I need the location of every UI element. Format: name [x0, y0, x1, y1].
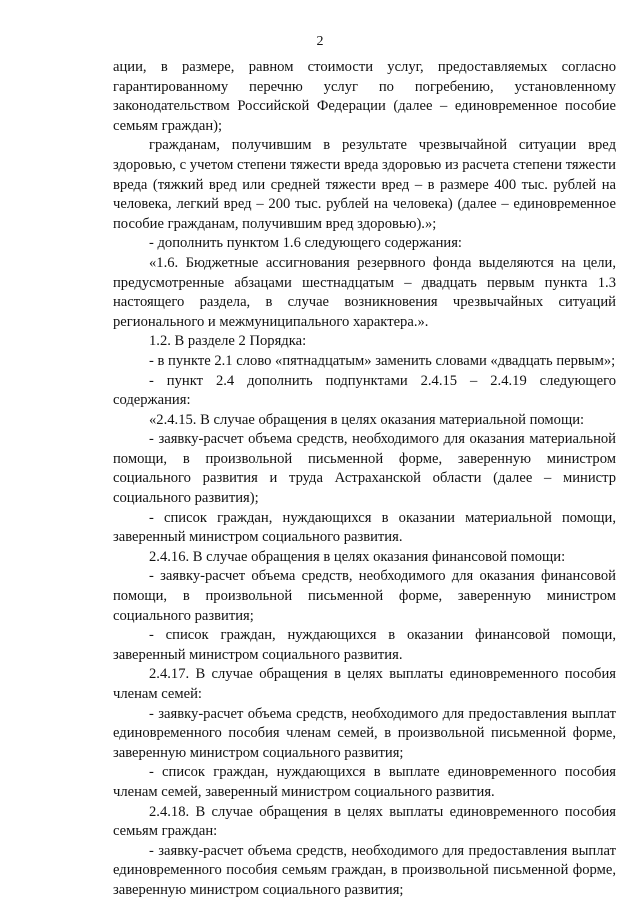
- paragraph: - дополнить пунктом 1.6 следующего содержания:: [149, 235, 462, 252]
- paragraph: - в пункте 2.1 слово «пятнадцатым» заменить словами «двадцать первым»;: [149, 352, 616, 369]
- paragraph: 2.4.16. В случае обращения в целях оказания финансовой помощи:: [149, 548, 566, 565]
- paragraph: «2.4.15. В случае обращения в целях оказания материальной помощи:: [149, 411, 585, 428]
- paragraph: гражданам, получившим в результате чрезвычайной ситуации вред здоровью, с учетом степени тяжести вреда здоровью из расчета степени тяжести вреда (тяжкий вред или средней тяжести вред – в размере 400 тыс. рублей на человека, легкий вред – 200 тыс. рублей на человека) (далее – единовременное пособие гражданам, получившим вред здоровью).»;: [113, 137, 616, 232]
- paragraph: 1.2. В разделе 2 Порядка:: [149, 333, 307, 350]
- paragraph: «1.6. Бюджетные ассигнования резервного фонда выделяются на цели, предусмотренные абзацами шестнадцатым – двадцать первым пункта 1.3 настоящего раздела, в случае возникновения чрезвычайных ситуаций регионального и межмуниципального характера.».: [113, 254, 616, 330]
- paragraph: - список граждан, нуждающихся в оказании материальной помощи, заверенный министром социального развития.: [113, 509, 616, 546]
- paragraph: - список граждан, нуждающихся в выплате единовременного пособия членам семей, заверенный министром социального развития.: [113, 764, 616, 800]
- paragraph: - заявку-расчет объема средств, необходимого для предоставления выплат единовременного пособия семьям граждан, в произвольной письменной форме, заверенную министром социального развития;: [113, 842, 616, 898]
- paragraph: 2.4.18. В случае обращения в целях выплаты единовременного пособия семьям граждан:: [113, 803, 616, 840]
- paragraph: - список граждан, нуждающихся в оказании финансовой помощи, заверенный министром социального развития.: [113, 627, 616, 663]
- paragraph: - заявку-расчет объема средств, необходимого для предоставления выплат единовременного пособия членам семей, в произвольной письменной форме, заверенную министром социального развития;: [113, 705, 616, 761]
- paragraph: - заявку-расчет объема средств, необходимого для оказания финансовой помощи, в произвольной письменной форме, заверенную министром социального развития;: [113, 568, 616, 624]
- paragraph: 2.4.17. В случае обращения в целях выплаты единовременного пособия членам семей:: [113, 666, 616, 702]
- paragraph: - заявку-расчет объема средств, необходимого для оказания материальной помощи, в произвольной письменной форме, заверенную министром социального развития и труда Астраханской области (далее – министр социального развития);: [113, 431, 616, 507]
- paragraph: - пункт 2.4 дополнить подпунктами 2.4.15 – 2.4.19 следующего содержания:: [113, 372, 616, 409]
- page-number: 2: [316, 34, 324, 49]
- paragraph: ации, в размере, равном стоимости услуг, предоставляемых согласно гарантированному перечню услуг по погребению, установленному законодательством Российской Федерации (далее – единовременное пособие семьям граждан);: [113, 59, 616, 134]
- document-body: [113, 58, 616, 901]
